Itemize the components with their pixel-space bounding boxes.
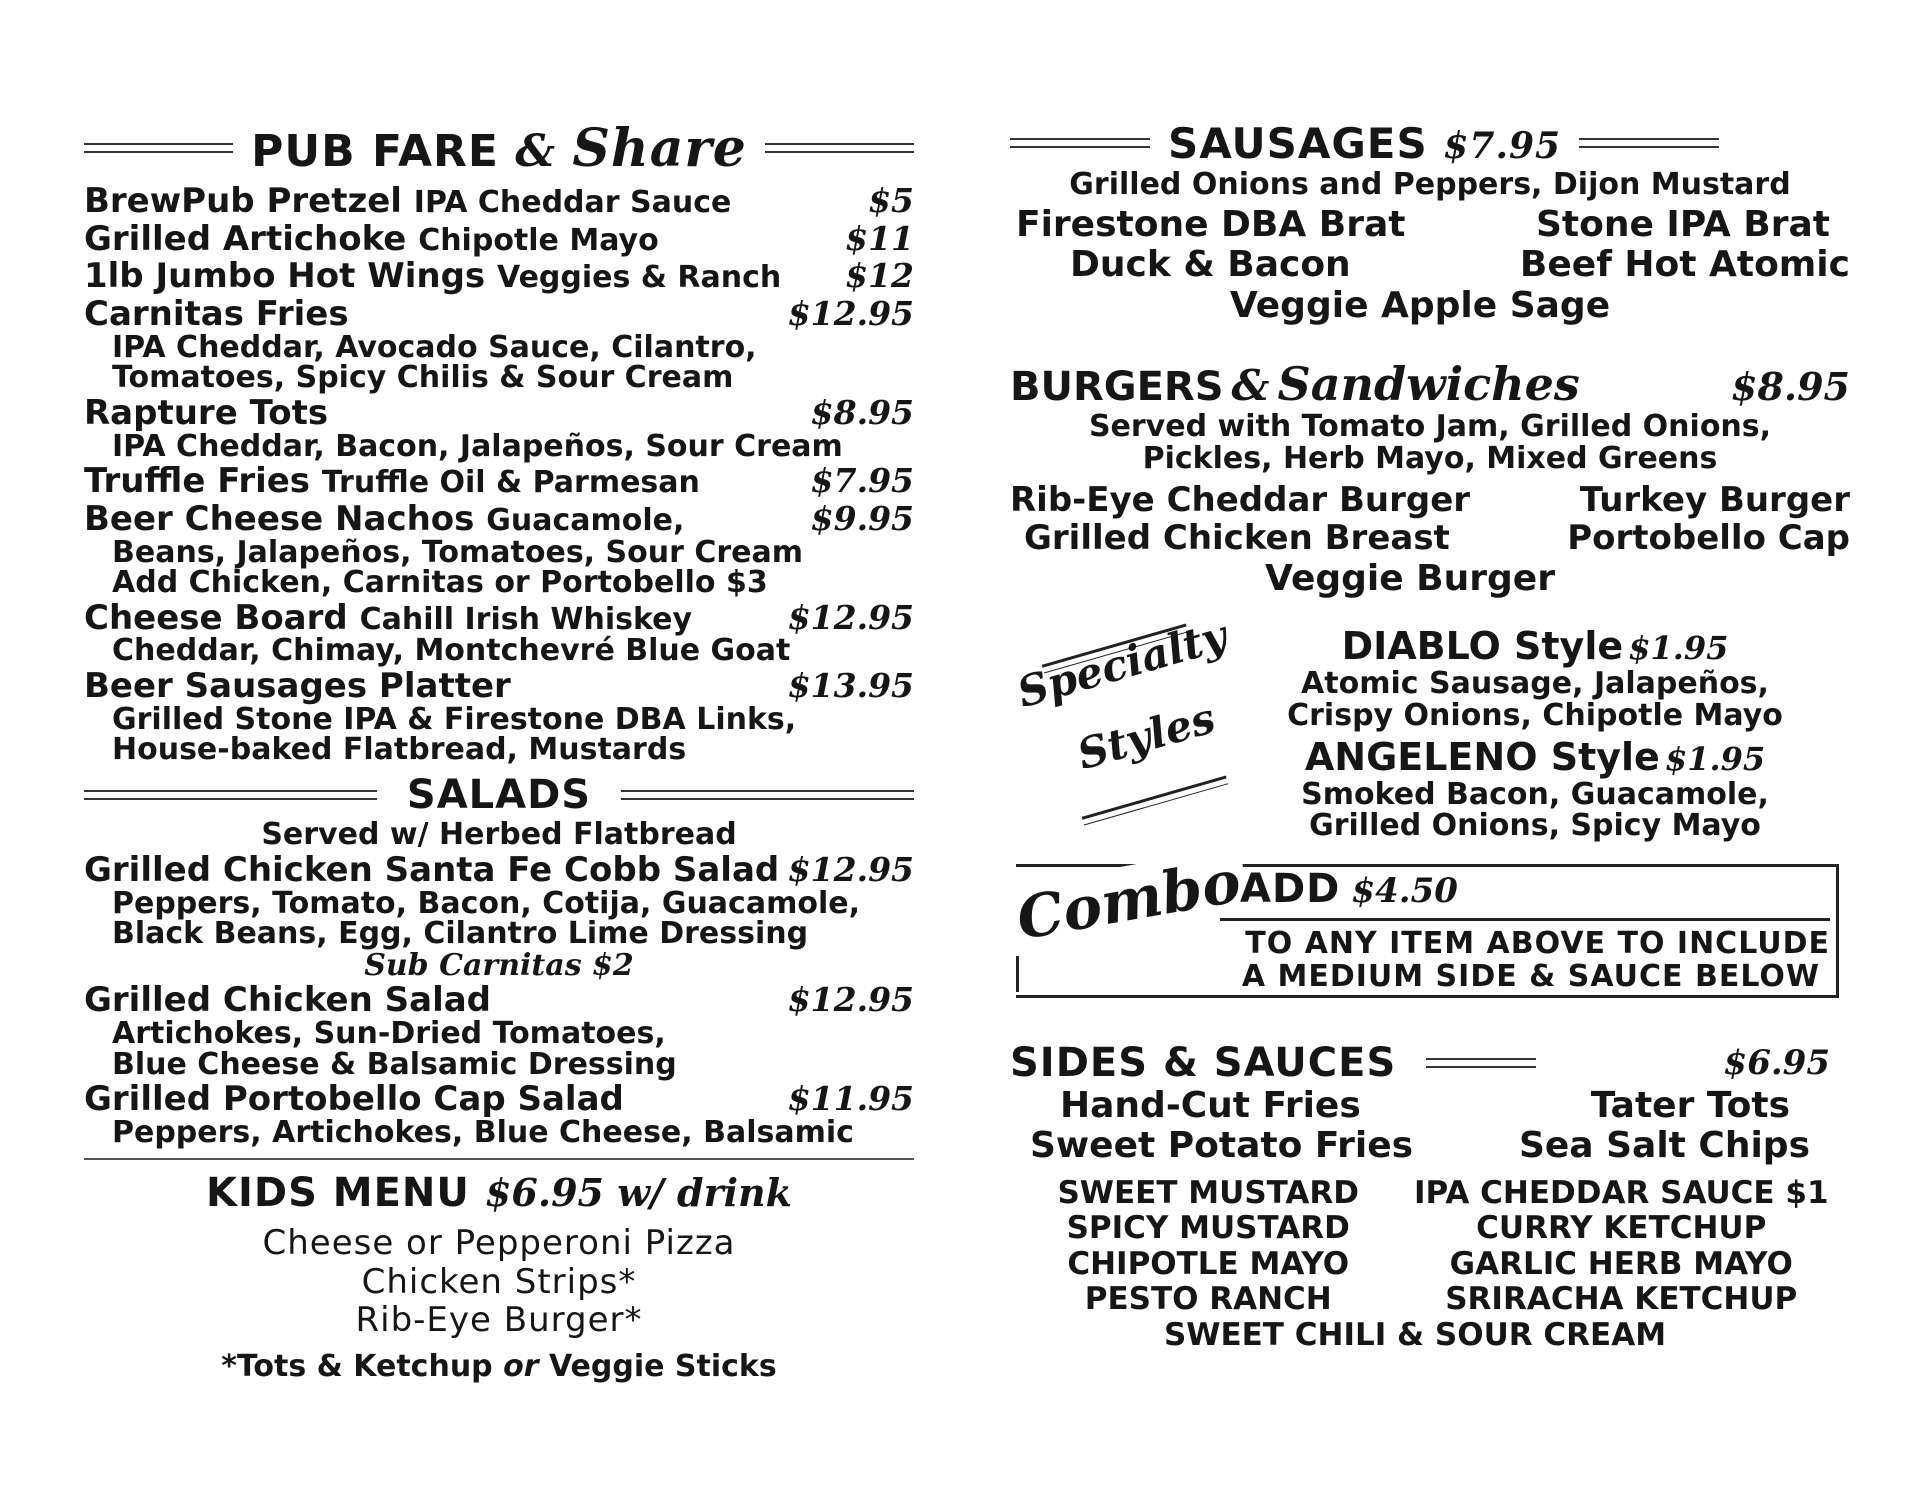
sauce-row [1010,1211,1850,1247]
menu-item-desc: Peppers, Artichokes, Blue Cheese, Balsamic [112,1114,854,1150]
menu-item-desc: Add Chicken, Carnitas or Portobello $3 [112,565,768,601]
menu-item-row [84,980,914,1021]
header-rule [1579,138,1719,148]
menu-item-price: $9.95 [810,498,914,538]
specialty-label [1010,611,1233,816]
menu-item [84,498,914,601]
sauce-item: SWEET CHILI & SOUR CREAM [1163,1317,1667,1354]
sausages-title [1168,119,1561,168]
menu-item-desc: Peppers, Tomato, Bacon, Cotija, Guacamole, [112,885,860,921]
menu-item-inline: Veggies & Ranch [497,260,782,296]
sides-header [1010,1040,1850,1086]
header-rule [1010,138,1150,148]
menu-item [84,980,914,1082]
sauce-item: SPICY MUSTARD [1066,1210,1350,1247]
sauce-item: GARLIC HERB MAYO [1449,1245,1793,1282]
menu-item-desc: House-baked Flatbread, Mustards [112,732,687,768]
header-rule [1426,1058,1536,1068]
combo-add-row [1240,866,1458,912]
sauce-item: CHIPOTLE MAYO [1067,1245,1350,1282]
side-item: Sea Salt Chips [1518,1124,1810,1166]
menu-item-title [84,392,329,433]
side-item: Tater Tots [1590,1085,1790,1127]
salads-title: SALADS [406,771,592,818]
menu-item [84,461,914,502]
sausage-item: Duck & Bacon [1070,243,1351,285]
specialty-style-title [1240,737,1830,779]
specialty-styles-list [1240,626,1830,848]
combo-section [1010,847,1850,996]
specialty-style-name: DIABLO Style [1341,624,1624,669]
pub-fare-list [84,181,914,768]
menu-item-row [84,181,914,221]
burgers-title: BURGERS [1010,364,1224,411]
right-column [1010,118,1850,1354]
burgers-amp: & [1231,361,1270,411]
menu-item-name: Truffle Fries [84,461,311,502]
menu-item-price: $8.95 [810,392,914,432]
menu-item [84,666,914,768]
sides-title: SIDES & SAUCES [1010,1040,1397,1087]
header-rule [621,790,914,800]
kids-item: Chicken Strips* [361,1261,637,1302]
burgers-subtitle-1: Served with Tomato Jam, Grilled Onions, [1088,409,1772,445]
menu-item-row [84,849,914,890]
burgers-price: $8.95 [1731,364,1850,410]
menu-item-inline: Chipotle Mayo [418,222,659,258]
menu-item-desc: Cheddar, Chimay, Montchevré Blue Goat [112,633,791,669]
kids-divider [84,1158,914,1160]
salads-list [84,849,914,1150]
menu-item [84,597,914,669]
sausages-header [1010,118,1850,168]
salads-subtitle: Served w/ Herbed Flatbread [261,816,737,852]
menu-item-price: $12 [845,256,914,296]
menu-item-desc: Blue Cheese & Balsamic Dressing [112,1046,677,1082]
left-column [84,118,914,1384]
menu-item-desc: IPA Cheddar, Bacon, Jalapeños, Sour Cream [112,428,843,464]
sausages-title-text: SAUSAGES [1168,118,1428,168]
menu-item-row [84,597,914,638]
specialty-label-2: Styles [1072,693,1221,780]
salads-header [84,772,914,818]
menu-item-row [84,1079,914,1120]
sausages-price: $7.95 [1443,124,1562,167]
burger-item: Grilled Chicken Breast [1024,517,1450,558]
menu-item-desc: Grilled Stone IPA & Firestone DBA Links, [112,701,797,737]
combo-box-left-edge [1016,956,1019,992]
specialty-style-price: $1.95 [1664,740,1766,779]
menu-item-name: Carnitas Fries [84,294,349,335]
kids-item: Cheese or Pepperoni Pizza [262,1223,736,1264]
menu-item-title [84,294,349,335]
pub-fare-header [84,118,914,178]
burger-item: Veggie Burger [1265,558,1555,600]
menu-item-price: $11.95 [787,1079,914,1119]
menu-item [84,392,914,464]
menu-item-desc: IPA Cheddar, Avocado Sauce, Cilantro, [112,329,757,365]
sides-price: $6.95 [1723,1043,1830,1084]
menu-item-price: $11 [845,218,914,258]
specialty-style-name: ANGELENO Style [1304,735,1660,780]
menu-item-row [84,461,914,502]
kids-footnote-b: Veggie Sticks [548,1348,777,1384]
menu-item-inline: IPA Cheddar Sauce [413,185,732,220]
specialty-style-title [1240,626,1830,668]
sides-row-1 [1010,1086,1850,1126]
kids-item: Rib-Eye Burger* [355,1299,643,1340]
menu-item-price: $12.95 [787,597,914,637]
menu-item-title [84,666,511,707]
menu-item [84,181,914,221]
specialty-style [1240,737,1830,842]
combo-line-1: TO ANY ITEM ABOVE TO INCLUDE [1245,926,1830,962]
sausage-item: Veggie Apple Sage [1229,285,1611,327]
menu-item-title [84,461,700,502]
burgers-subtitle-2: Pickles, Herb Mayo, Mixed Greens [1142,440,1718,476]
kids-footnote-a: *Tots & Ketchup [221,1348,493,1384]
side-item: Sweet Potato Fries [1030,1124,1414,1166]
menu-item-row [84,666,914,707]
menu-item-row [84,392,914,433]
menu-item-price: $12.95 [787,849,914,889]
menu-item [84,849,914,983]
header-rule [84,143,233,153]
menu-item-name: Cheese Board [84,597,348,638]
pub-fare-amp: & [515,125,557,177]
burgers-header [1010,357,1850,411]
menu-item-inline: Cahill Irish Whiskey [359,601,693,637]
specialty-style [1240,626,1830,731]
specialty-section [1010,611,1850,844]
menu-item-name: Rapture Tots [84,392,329,433]
sides-row-2 [1010,1126,1850,1166]
menu-item-price: $7.95 [810,461,914,501]
sausages-row-2 [1010,245,1850,285]
menu-item-name: Grilled Chicken Salad [84,980,492,1021]
kids-header [84,1170,914,1216]
kids-price: $6.95 w/ drink [484,1170,793,1216]
sauce-row [1010,1282,1850,1318]
specialty-style-desc: Grilled Onions, Spicy Mayo [1309,808,1761,844]
menu-item-note: Sub Carnitas $2 [364,947,634,983]
menu-item-name: Beer Cheese Nachos [84,498,475,539]
combo-add: ADD [1240,866,1341,913]
sauce-row [1010,1247,1850,1283]
sauce-item: SRIRACHA KETCHUP [1445,1281,1798,1318]
specialty-style-price: $1.95 [1628,629,1729,668]
kids-list [84,1224,914,1338]
sauce-item: IPA CHEDDAR SAUCE $1 [1413,1174,1829,1211]
menu-item-name: Grilled Portobello Cap Salad [84,1079,624,1120]
menu-item-price: $12.95 [787,980,914,1020]
menu-item-row [84,218,914,259]
sauce-item: CURRY KETCHUP [1476,1210,1767,1247]
sausage-item: Beef Hot Atomic [1519,243,1850,285]
menu-item-name: Beer Sausages Platter [84,666,511,707]
menu-item [84,256,914,297]
kids-footnote [84,1349,914,1384]
menu-item-row [84,256,914,297]
header-rule [765,143,914,153]
menu-item-title [84,218,659,259]
sausages-subtitle: Grilled Onions and Peppers, Dijon Mustard [1069,167,1791,202]
menu-item [84,218,914,259]
menu-item-title [84,256,782,297]
menu-item-price: $5 [868,181,914,220]
combo-price: $4.50 [1351,871,1458,912]
specialty-rule-bottom [1082,776,1229,826]
burger-item: Rib-Eye Cheddar Burger [1010,480,1471,521]
menu-item-desc: Black Beans, Egg, Cilantro Lime Dressing [112,916,809,952]
burgers-title-script: Sandwiches [1277,357,1580,412]
sauce-item: SWEET MUSTARD [1057,1174,1359,1211]
menu-item-inline: Truffle Oil & Parmesan [321,465,700,501]
burgers-row-2 [1010,517,1850,558]
pub-fare-title-text: PUB FARE [251,125,499,177]
menu-item-name: Grilled Chicken Santa Fe Cobb Salad [84,849,780,890]
kids-footnote-or: or [503,1348,539,1384]
menu-item-inline: Guacamole, [486,502,685,538]
menu-item-title [84,498,685,539]
specialty-style-desc: Crispy Onions, Chipotle Mayo [1287,697,1783,733]
pub-fare-title [251,118,747,179]
header-rule [84,790,377,800]
menu-item-desc: Tomatoes, Spicy Chilis & Sour Cream [112,360,734,396]
sauce-row [1010,1176,1850,1212]
menu-item-title [84,181,732,221]
menu-item-row [84,294,914,335]
menu-item-name: Grilled Artichoke [84,218,407,259]
menu-item [84,294,914,396]
menu-item [84,1079,914,1150]
burger-item: Turkey Burger [1579,480,1850,521]
combo-line-2: A MEDIUM SIDE & SAUCE BELOW [1241,959,1820,995]
specialty-style-desc: Atomic Sausage, Jalapeños, [1301,666,1769,702]
menu-item-desc: Beans, Jalapeños, Tomatoes, Sour Cream [112,534,803,570]
menu-item-price: $13.95 [787,666,914,706]
specialty-label-1: Specialty [1012,611,1233,718]
menu-item-price: $12.95 [787,294,914,334]
combo-label: Combo [1006,846,1252,954]
combo-underline [1220,918,1830,921]
side-item: Hand-Cut Fries [1060,1085,1361,1127]
menu-item-name: 1lb Jumbo Hot Wings [84,256,486,297]
menu-item-desc: Artichokes, Sun-Dried Tomatoes, [112,1016,666,1051]
burger-item: Portobello Cap [1567,517,1850,558]
pub-fare-title-script: Share [572,117,747,179]
sausage-item: Firestone DBA Brat [1016,204,1406,245]
sausages-row-1 [1010,201,1850,245]
menu-item-name: BrewPub Pretzel [84,181,402,221]
sauces-list [1010,1176,1850,1319]
menu-item-title [84,597,693,638]
specialty-style-desc: Smoked Bacon, Guacamole, [1301,776,1769,812]
menu-item-row [84,498,914,539]
kids-title: KIDS MENU [205,1170,470,1217]
burgers-row-1 [1010,482,1850,519]
sauce-item: PESTO RANCH [1084,1281,1332,1318]
sausage-item: Stone IPA Brat [1535,204,1830,245]
